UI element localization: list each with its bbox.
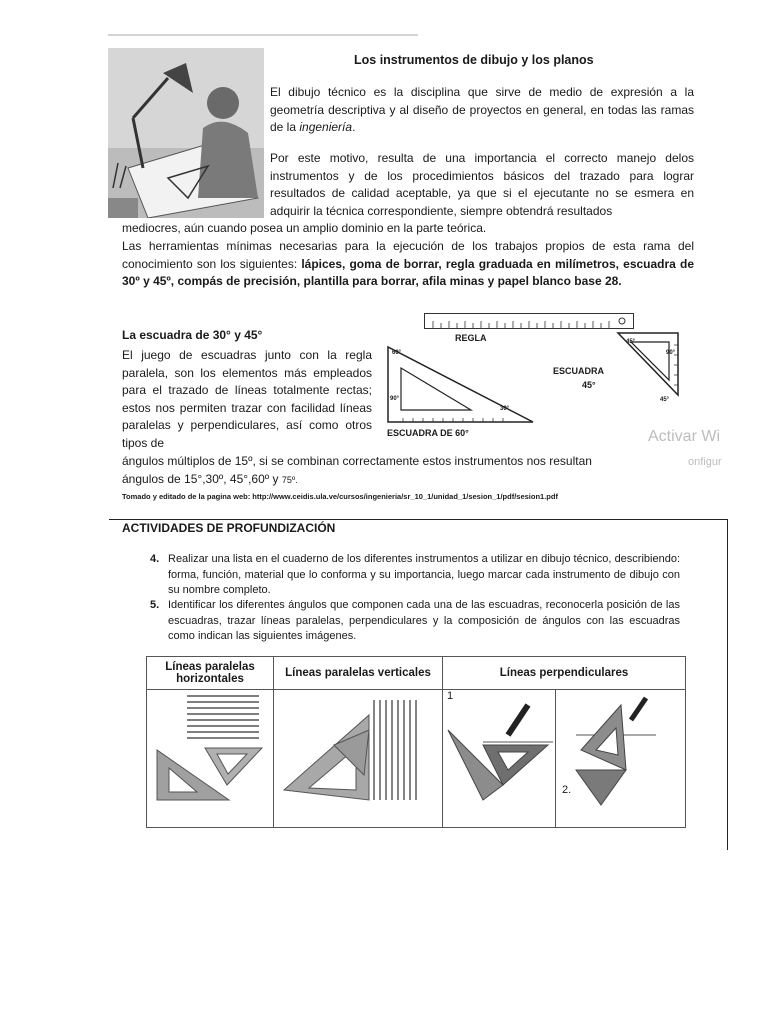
label-b90: 90°: [666, 350, 676, 356]
source-label: Tomado y editado de la pagina web:: [122, 492, 253, 501]
cell-perpendicular-2: [556, 690, 686, 828]
label-b45b: 45°: [660, 397, 670, 403]
intro-paragraph-2: Por este motivo, resulta de una importancia el correcto manejo delos instrumentos y de los procedimientos básicos del trazado para lograr resultados de calidad aceptable, ya que si el ejecutante no se esmera en adquirir la técnica correspondiente, siempre obtendrá resultados: [270, 151, 694, 218]
cell-perpendicular-1: [443, 690, 556, 828]
item-5-text: Identificar los diferentes ángulos que componen cada una de las escuadras, reconocerla posición de las escuadras, trazar líneas paralelas, perpendiculares y la composición de ángulos con las escuadras como indican las siguientes imágenes.: [168, 599, 680, 642]
activation-watermark: Activar Wi: [648, 428, 720, 445]
label-b45a: 45°: [626, 339, 636, 345]
label-escuadra-60: ESCUADRA DE 60°: [387, 428, 469, 438]
header-vertical: Líneas paralelas verticales: [274, 657, 443, 690]
page-title: Los instrumentos de dibujo y los planos: [354, 53, 594, 67]
header-horizontal: Líneas paralelas horizontales: [147, 657, 274, 690]
section-text-cont: ángulos múltiplos de 15º, si se combinan correctamente estos instrumentos nos resultan: [122, 454, 592, 468]
item-5-number: 5.: [150, 599, 160, 611]
cell-vertical: [274, 690, 443, 828]
mark-one: 1: [447, 690, 454, 702]
source-url: http://www.ceidis.ula.ve/cursos/ingenieria/sr_10_1/unidad_1/sesion_1/pdf/sesion1.pdf: [252, 492, 558, 501]
activities-heading: ACTIVIDADES DE PROFUNDIZACIÓN: [122, 521, 336, 535]
intro-p1-emphasis: ingeniería: [299, 120, 353, 134]
header-perpendicular: Líneas perpendiculares: [443, 657, 686, 690]
top-faint-line: [108, 34, 418, 36]
item-4-number: 4.: [150, 553, 160, 565]
label-escuadra-deg: 45°: [582, 380, 596, 390]
drafting-photo: [108, 48, 264, 218]
source-line: [122, 492, 558, 501]
set-squares-figure: [383, 330, 683, 440]
cell-horizontal: [147, 690, 274, 828]
tools-intro: Las herramientas mínimas necesarias para la ejecución de los trabajos propios de esta rama del conocimiento son los siguientes:: [122, 239, 694, 271]
intro-paragraph-1: [270, 84, 694, 137]
label-escuadra: ESCUADRA: [553, 366, 605, 376]
section-heading: La escuadra de 30° y 45°: [122, 328, 263, 342]
section-text-cont-2: [122, 471, 298, 490]
intro-p1-text: El dibujo técnico es la disciplina que sirve de medio de expresión a la geometría descriptiva y al diseño de proyectos en general, en todas las ramas de la: [270, 85, 694, 134]
activation-watermark-sub: onfigur: [688, 456, 722, 468]
label-a60: 60°: [392, 350, 402, 356]
label-a90: 90°: [390, 396, 400, 402]
exercise-table: [146, 656, 686, 828]
section-text: El juego de escuadras junto con la regla paralela, son los elementos más empleados para el trazado de líneas totalmente rectas; estos nos permiten trazar con facilidad líneas paralelas y perpendiculares, así como otros tipos de: [122, 348, 372, 450]
tools-paragraph: [122, 238, 694, 291]
label-regla: REGLA: [455, 333, 487, 343]
mark-two: 2.: [562, 784, 572, 796]
item-4-text: Realizar una lista en el cuaderno de los diferentes instrumentos a utilizar en dibujo técnico, describiendo: forma, función, material que lo conforma y su importancia, luego marcar cada instrumento de dibujo con su nombre completo.: [168, 553, 680, 596]
intro-p1-end: .: [352, 120, 356, 134]
ruler-figure: [424, 313, 634, 329]
angles-text-small: 75º.: [281, 475, 298, 485]
tools-list: lápices, goma de borrar, regla graduada en milímetros, escuadra de 30º y 45º, compás de precisión, plantilla para borrar, afila minas y papel blanco base 28.: [122, 256, 694, 288]
intro-paragraph-2-cont: mediocres, aún cuando posea un amplio dominio en la parte teórica.: [122, 221, 487, 235]
angles-text: ángulos de 15°,30º, 45°,60º y: [122, 472, 282, 486]
label-a30: 30°: [500, 406, 510, 412]
